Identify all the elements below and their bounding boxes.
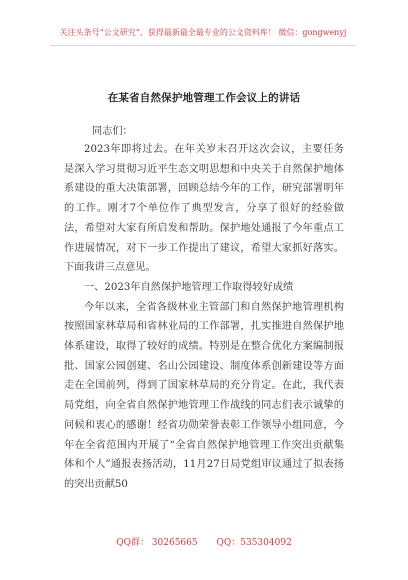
section-heading: 一、2023年自然保护地管理工作取得较好成绩	[84, 281, 294, 293]
header-divider	[50, 45, 356, 46]
qq-contact: QQ：535304092	[216, 538, 292, 548]
promo-banner: 关注头条号“公文研究”，获得最新最全最专业的公文资料库！ 微信：gongwenyj	[59, 28, 347, 37]
section-paragraph: 今年以来，全省各级林业主管部门和自然保护地管理机构按照国家林草局和省林业局的工作部署，扎实推进自然保护地体系建设，取得了较好的成绩。特别是在整合优化方案编制报批、国家公园创建、名山公园建设、制度体系创新建设等方面走在全国前列，得到了国家林草局的充分肯定。在此，我代表局党组，向全省自然保护地管理工作战线的同志们表示诚挚的问候和衷心的感谢！经省功勋荣誉表彰工作领导小组同意，今年在全省范围内开展了“全省自然保护地管理工作突出贡献集体和个人”通报表扬活动，11月27日局党组审议通过了拟表扬的突出贡献50	[64, 301, 344, 490]
document-title: 在某省自然保护地管理工作会议上的讲话	[107, 92, 301, 104]
contact-footer	[0, 535, 408, 548]
qq-group: QQ群： 30265665	[116, 538, 198, 548]
document-body	[64, 140, 344, 495]
intro-paragraph: 2023年即将过去。在年关岁末召开这次会议，主要任务是深入学习贯彻习近平生态文明思想和中央关于自然保护地体系建设的重大决策部署，回顾总结今年的工作，研究部署明年的工作。刚才7个单位作了典型发言，分享了很好的经验做法，希望对大家有所启发和帮助。保护地处通报了今年重点工作进展情况，对下一步工作提出了建议，希望大家抓好落实。下面我讲三点意见。	[64, 144, 344, 274]
salutation: 同志们：	[92, 126, 133, 137]
